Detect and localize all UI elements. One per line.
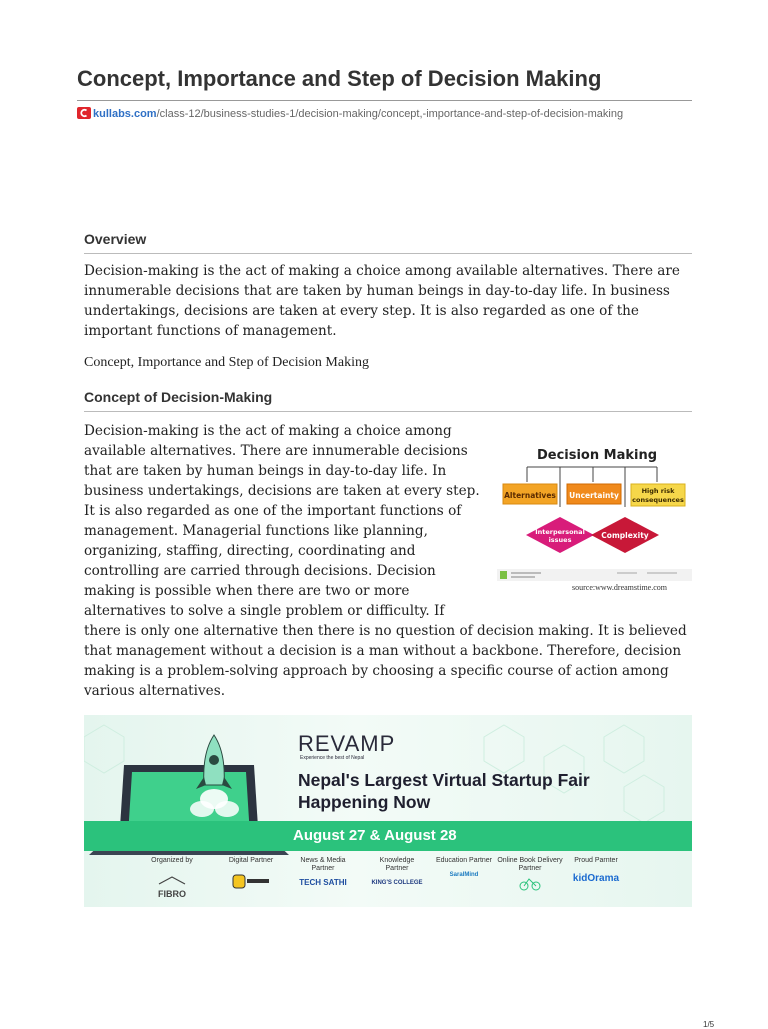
- text-line: business undertakings, decisions are taken at every step.: [84, 483, 480, 499]
- decision-making-diagram: [497, 437, 692, 587]
- concept-heading: Concept of Decision-Making: [84, 389, 273, 405]
- partner-digital: Digital Partner: [216, 857, 286, 892]
- partner-proud: Proud Parnter kidOrama: [564, 857, 628, 883]
- text-line: alternatives to solve a single problem or difficulty. If: [84, 603, 445, 619]
- event-dates: August 27 & August 28: [293, 827, 457, 844]
- partner-knowledge: Knowledge Partner KING'S COLLEGE: [371, 857, 423, 886]
- text-line: there is only one alternative then there is no question of decision making. It is believed: [84, 623, 687, 639]
- text-line: that are taken by human beings in day-to-day life. In: [84, 463, 447, 479]
- text-line: organizing, staffing, directing, coordinating and: [84, 543, 416, 559]
- text-line: that management without a decision is a man without a backbone. Therefore, decision: [84, 643, 682, 659]
- revamp-logo: REVAMP: [298, 731, 396, 756]
- kings-college-logo: KING'S COLLEGE: [371, 880, 423, 886]
- concept-divider: [84, 411, 692, 412]
- text-line: making is a problem-solving approach by choosing a specific course of action among: [84, 663, 669, 679]
- bicycle-logo-icon: [496, 875, 564, 894]
- kullabs-favicon-icon: [77, 107, 91, 119]
- headline-line: Happening Now: [298, 792, 431, 812]
- high-risk-label-2: consequences: [632, 496, 684, 504]
- interpersonal-label-1: Interpersonal: [535, 528, 585, 536]
- techsathi-logo: TECH SATHI: [299, 878, 347, 887]
- url-path[interactable]: /class-12/business-studies-1/decision-making/concept,-importance-and-step-of-decision-making: [156, 108, 624, 120]
- title-divider: [77, 100, 692, 101]
- saralmind-logo: SaralMind: [449, 872, 479, 878]
- page-number: 1/5: [703, 1020, 715, 1029]
- interpersonal-label-2: issues: [548, 536, 572, 544]
- uncertainty-label: Uncertainty: [569, 491, 619, 500]
- text-line: management. Managerial functions like planning,: [84, 523, 428, 539]
- high-risk-label-1: High risk: [641, 487, 675, 495]
- idea-jar-logo-icon: [216, 873, 286, 892]
- banner-headline: [298, 769, 678, 813]
- partner-media: News & Media Partner TECH SATHI: [291, 857, 355, 887]
- partner-organizer: Organized by FIBRO: [142, 857, 202, 898]
- headline-line: Nepal's Largest Virtual Startup Fair: [298, 770, 590, 790]
- text-line: various alternatives.: [84, 683, 226, 699]
- stock-footer-bar: [497, 569, 692, 581]
- figure-source: source:www.dreamstime.com: [572, 583, 668, 592]
- stock-logo-icon: [500, 571, 507, 579]
- diagram-title: Decision Making: [536, 448, 658, 463]
- overview-paragraph: Decision-making is the act of making a choice among available alternatives. There are innumerable decisions that are taken by human beings in day-to-day life. In business undertakings, decisions are taken at every step. It is also regarded as one of the important functions of management.: [84, 263, 680, 339]
- text-line: making is possible when there are two or more: [84, 583, 410, 599]
- revamp-banner-ad[interactable]: [84, 715, 692, 907]
- document-title: Concept, Importance and Step of Decision Making: [77, 66, 602, 91]
- fibro-logo: [142, 875, 202, 888]
- revamp-tagline: Experience the best of Nepal: [300, 755, 365, 761]
- alternatives-label: Alternatives: [504, 491, 556, 500]
- overview-divider: [84, 253, 692, 254]
- text-line: It is also regarded as one of the important functions of: [84, 503, 462, 519]
- image-caption-text: Concept, Importance and Step of Decision Making: [84, 355, 369, 370]
- partner-education: Education Partner SaralMind: [435, 857, 493, 878]
- source-url[interactable]: [77, 107, 717, 120]
- text-line: available alternatives. There are innumerable decisions: [84, 443, 468, 459]
- text-line: Decision-making is the act of making a choice among: [84, 423, 452, 439]
- text-line: controlling are carried through decisions. Decision: [84, 563, 436, 579]
- overview-heading: Overview: [84, 231, 147, 247]
- partner-book-delivery: Online Book Delivery Partner: [496, 857, 564, 894]
- concept-paragraph-wrapped: [84, 421, 484, 621]
- url-domain[interactable]: kullabs.com: [93, 108, 157, 120]
- complexity-label: Complexity: [601, 531, 649, 540]
- concept-paragraph-full: [84, 621, 696, 701]
- kidorama-logo: kidOrama: [572, 873, 620, 884]
